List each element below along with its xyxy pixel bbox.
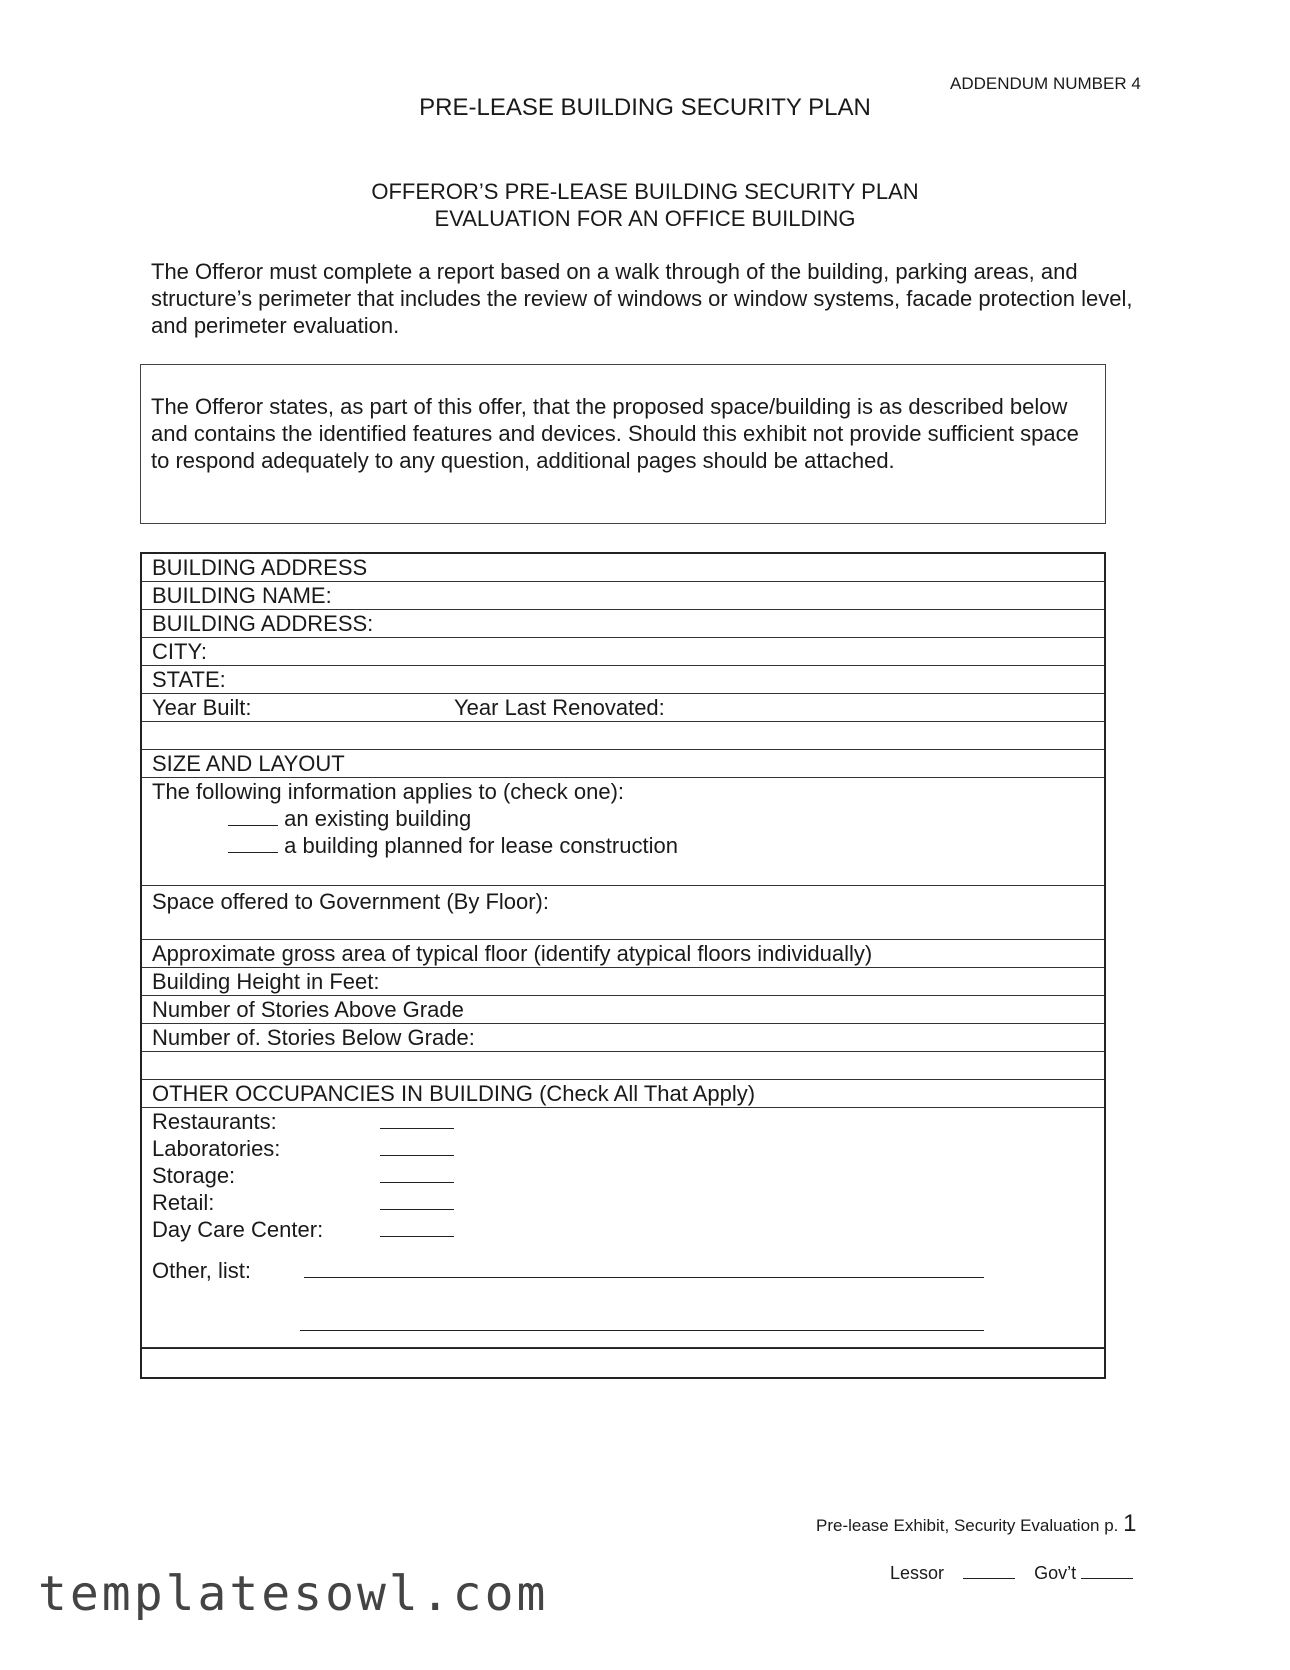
occupancy-storage[interactable] bbox=[152, 1162, 1104, 1189]
offeror-statement: The Offeror states, as part of this offer, that the proposed space/building is as described below and contains the identified features and devices. Should this exhibit not provide sufficient space to respond adequately to any question, additional pages should be attached. bbox=[151, 394, 1079, 473]
check-blank-existing[interactable] bbox=[228, 805, 278, 826]
building-address-label: BUILDING ADDRESS: bbox=[152, 611, 374, 636]
space-offered-label: Space offered to Government (By Floor): bbox=[152, 889, 549, 914]
building-height-field[interactable] bbox=[142, 968, 1104, 996]
year-renovated-field[interactable] bbox=[454, 695, 665, 720]
lessor-initials-blank[interactable] bbox=[963, 1562, 1015, 1579]
gross-area-label: Approximate gross area of typical floor (identify atypical floors individually) bbox=[152, 941, 873, 966]
size-layout-section-title: SIZE AND LAYOUT bbox=[142, 750, 1104, 778]
occupancy-label: Retail: bbox=[152, 1190, 215, 1215]
other-line-2[interactable] bbox=[300, 1329, 984, 1331]
other-line-2-wrap bbox=[152, 1310, 1104, 1337]
stories-below-field[interactable] bbox=[142, 1024, 1104, 1052]
city-label: CITY: bbox=[152, 639, 208, 664]
occupancy-label: Day Care Center: bbox=[152, 1217, 324, 1242]
subtitle-line-1: OFFEROR’S PRE-LEASE BUILDING SECURITY PLAN bbox=[371, 179, 919, 204]
check-blank[interactable] bbox=[380, 1135, 454, 1156]
stories-above-label: Number of Stories Above Grade bbox=[152, 997, 464, 1022]
applies-label: The following information applies to (check one): bbox=[152, 779, 625, 804]
gov-initials-blank[interactable] bbox=[1081, 1562, 1133, 1579]
page-title: PRE-LEASE BUILDING SECURITY PLAN bbox=[419, 94, 871, 121]
stories-below-label: Number of. Stories Below Grade: bbox=[152, 1025, 475, 1050]
check-blank[interactable] bbox=[380, 1189, 454, 1210]
bottom-spacer-row bbox=[142, 1348, 1104, 1377]
gov-label: Gov’t bbox=[1034, 1563, 1077, 1583]
other-line-1[interactable] bbox=[304, 1257, 984, 1278]
footer-caption-text: Pre-lease Exhibit, Security Evaluation p. bbox=[816, 1516, 1119, 1535]
check-blank[interactable] bbox=[380, 1162, 454, 1183]
building-address-section-title: BUILDING ADDRESS bbox=[142, 554, 1104, 582]
addendum-number: ADDENDUM NUMBER 4 bbox=[950, 74, 1141, 93]
footer-caption bbox=[816, 1510, 1136, 1538]
building-name-label: BUILDING NAME: bbox=[152, 583, 332, 608]
other-label: Other, list: bbox=[152, 1258, 252, 1283]
option-planned[interactable] bbox=[152, 832, 1104, 859]
option-existing-label: an existing building bbox=[284, 806, 472, 831]
occupancies-list bbox=[142, 1108, 1104, 1348]
page-subtitle bbox=[0, 178, 1290, 232]
year-row bbox=[142, 694, 1104, 722]
building-form bbox=[140, 552, 1106, 1379]
watermark-logo: templatesowl.com bbox=[38, 1566, 549, 1622]
building-name-field[interactable] bbox=[142, 582, 1104, 610]
building-height-label: Building Height in Feet: bbox=[152, 969, 380, 994]
space-offered-field[interactable] bbox=[142, 886, 1104, 940]
occupancy-retail[interactable] bbox=[152, 1189, 1104, 1216]
year-renovated-label: Year Last Renovated: bbox=[454, 695, 665, 720]
state-label: STATE: bbox=[152, 667, 226, 692]
check-blank-planned[interactable] bbox=[228, 832, 278, 853]
other-occupancy-field[interactable] bbox=[152, 1257, 1104, 1284]
occupancy-label: Restaurants: bbox=[152, 1109, 277, 1134]
spacer-row-2 bbox=[142, 1052, 1104, 1080]
option-existing[interactable] bbox=[152, 805, 1104, 832]
occupancy-day-care[interactable] bbox=[152, 1216, 1104, 1243]
occupancies-section-title: OTHER OCCUPANCIES IN BUILDING (Check All That Apply) bbox=[142, 1080, 1104, 1108]
intro-paragraph: The Offeror must complete a report based on a walk through of the building, parking areas, and structure’s perimeter that includes the review of windows or window systems, facade protection level, and perimeter evaluation. bbox=[151, 259, 1133, 338]
occupancy-label: Storage: bbox=[152, 1163, 236, 1188]
subtitle-line-2: EVALUATION FOR AN OFFICE BUILDING bbox=[434, 206, 856, 231]
building-type-row bbox=[142, 778, 1104, 886]
initials-row bbox=[890, 1562, 1133, 1584]
check-blank[interactable] bbox=[380, 1108, 454, 1129]
stories-above-field[interactable] bbox=[142, 996, 1104, 1024]
state-field[interactable] bbox=[142, 666, 1104, 694]
year-built-field[interactable] bbox=[152, 694, 454, 721]
occupancy-laboratories[interactable] bbox=[152, 1135, 1104, 1162]
occupancy-label: Laboratories: bbox=[152, 1136, 281, 1161]
offeror-statement-box bbox=[140, 364, 1106, 524]
spacer-row bbox=[142, 722, 1104, 750]
building-address-field[interactable] bbox=[142, 610, 1104, 638]
option-planned-label: a building planned for lease construction bbox=[284, 833, 678, 858]
lessor-label: Lessor bbox=[890, 1563, 945, 1583]
gross-area-field[interactable] bbox=[142, 940, 1104, 968]
page-number: 1 bbox=[1123, 1510, 1137, 1537]
check-blank[interactable] bbox=[380, 1216, 454, 1237]
year-built-label: Year Built: bbox=[152, 695, 252, 720]
city-field[interactable] bbox=[142, 638, 1104, 666]
occupancy-restaurants[interactable] bbox=[152, 1108, 1104, 1135]
